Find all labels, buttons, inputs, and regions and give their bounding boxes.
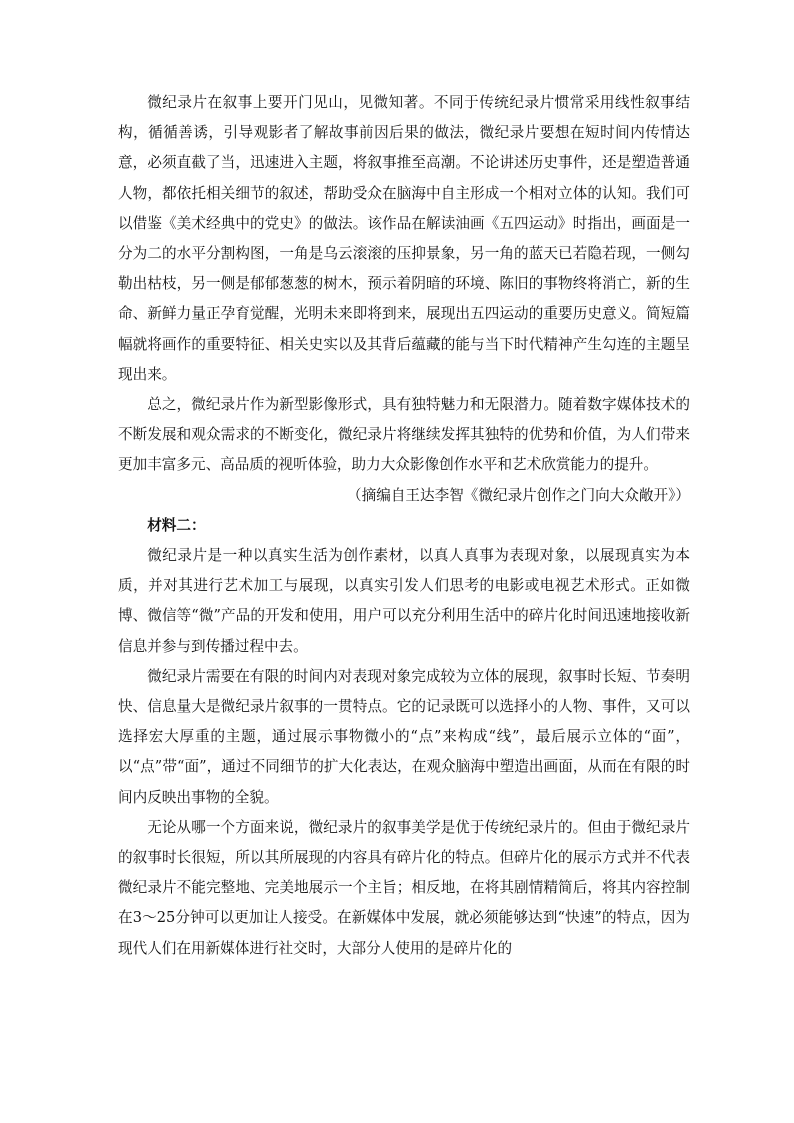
source-citation: （摘编自王达李智《微纪录片创作之门向大众敞开》） <box>347 486 690 504</box>
body-paragraph: 微纪录片需要在有限的时间内对表现对象完成较为立体的展现，叙事时长短、节奏明快、信息量大是微纪录片叙事的一贯特点。它的记录既可以选择小的人物、事件，又可以选择宏大厚重的主题，通过展示事物微小的“点”来构成“线”，最后展示立体的“面”，以“点”带“面”，通过不同细节的扩大化表达，在观众脑海中塑造出画面，从而在有限的时间内反映出事物的全貌。 <box>118 667 690 806</box>
section-heading: 材料二： <box>147 516 206 534</box>
body-paragraph: 微纪录片在叙事上要开门见山，见微知著。不同于传统纪录片惯常采用线性叙事结构，循循善诱，引导观影者了解故事前因后果的做法，微纪录片要想在短时间内传情达意，必须直截了当，迅速进入主题，将叙事推至高潮。不论讲述历史事件，还是塑造普通人物，都依托相关细节的叙述，帮助受众在脑海中自主形成一个相对立体的认知。我们可以借鉴《美术经典中的党史》的做法。该作品在解读油画《五四运动》时指出，画面是一分为二的水平分割构图，一角是乌云滚滚的压抑景象，另一角的蓝天已若隐若现，一侧勾勒出枯枝，另一侧是郁郁葱葱的树木，预示着阴暗的环境、陈旧的事物终将消亡，新的生命、新鲜力量正孕育觉醒，光明未来即将到来，展现出五四运动的重要历史意义。简短篇幅就将画作的重要特征、相关史实以及其背后蕴藏的能与当下时代精神产生勾连的主题呈现出来。 <box>118 94 690 383</box>
body-paragraph: 无论从哪一个方面来说，微纪录片的叙事美学是优于传统纪录片的。但由于微纪录片的叙事时长很短，所以其所展现的内容具有碎片化的特点。但碎片化的展示方式并不代表微纪录片不能完整地、完美地展示一个主旨；相反地，在将其剧情精简后，将其内容控制在3～25分钟可以更加让人接受。在新媒体中发展，就必须能够达到“快速”的特点，因为现代人们在用新媒体进行社交时，大部分人使用的是碎片化的 <box>118 818 690 957</box>
body-paragraph: 总之，微纪录片作为新型影像形式，具有独特魅力和无限潜力。随着数字媒体技术的不断发展和观众需求的不断变化，微纪录片将继续发挥其独特的优势和价值，为人们带来更加丰富多元、高品质的视听体验，助力大众影像创作水平和艺术欣赏能力的提升。 <box>118 396 690 474</box>
body-paragraph: 微纪录片是一种以真实生活为创作素材，以真人真事为表现对象，以展现真实为本质，并对其进行艺术加工与展现，以真实引发人们思考的电影或电视艺术形式。正如微博、微信等“微”产品的开发和使用，用户可以充分利用生活中的碎片化时间迅速地接收新信息并参与到传播过程中去。 <box>118 547 690 655</box>
